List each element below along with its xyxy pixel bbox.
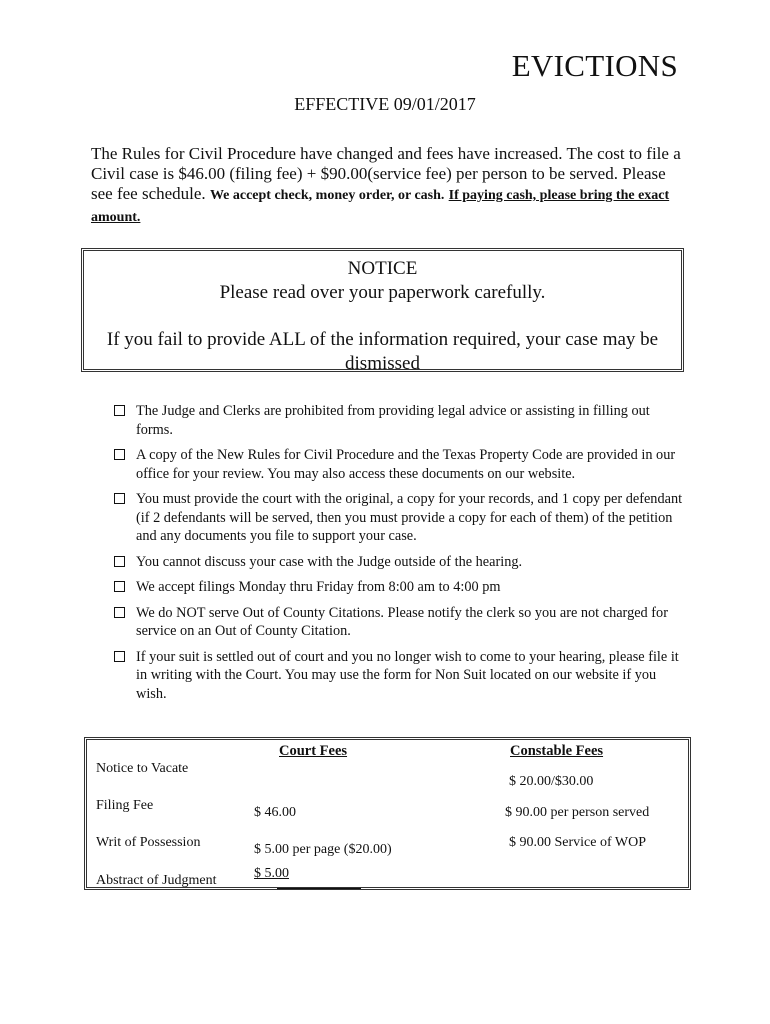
page-title: EVICTIONS bbox=[511, 48, 678, 83]
intro-text: The Rules for Civil Procedure have changed and fees have increased. The cost to file a Civil case is $46.00 (filing fee) + $90.00(service fee) per person to be served. Please see fee schedule. bbox=[91, 144, 681, 203]
constable-fees-header: Constable Fees bbox=[510, 743, 604, 759]
checkbox-icon bbox=[114, 607, 125, 618]
payment-methods: We accept check, money order, or cash. bbox=[209, 188, 445, 203]
list-item bbox=[112, 446, 687, 483]
court-fee: $ 46.00 bbox=[254, 805, 296, 820]
constable-fee: $ 90.00 per person served bbox=[505, 805, 650, 820]
checkbox-icon bbox=[114, 556, 125, 567]
constable-fee: $ 20.00/$30.00 bbox=[509, 774, 594, 789]
checkbox-icon bbox=[114, 493, 125, 504]
intro-paragraph bbox=[91, 144, 687, 228]
list-item bbox=[112, 578, 687, 597]
list-item bbox=[112, 553, 687, 572]
notice-line-2: If you fail to provide ALL of the information required, your case may be dismissed bbox=[106, 329, 659, 374]
rules-checklist bbox=[112, 402, 687, 710]
court-fees-header: Court Fees bbox=[279, 743, 348, 759]
list-item bbox=[112, 648, 687, 704]
notice-line-1: Please read over your paperwork carefully. bbox=[219, 282, 546, 303]
exact-amount-note: If paying cash, please bring the exact amount. bbox=[91, 188, 670, 225]
list-item bbox=[112, 604, 687, 641]
court-fee: $ 5.00 per page ($20.00) bbox=[254, 842, 392, 857]
court-fee: $ 5.00 bbox=[254, 866, 289, 881]
constable-fee: $ 90.00 Service of WOP bbox=[509, 835, 646, 850]
checkbox-icon bbox=[114, 651, 125, 662]
list-item bbox=[112, 490, 687, 546]
list-item-text: We accept filings Monday thru Friday from 8:00 am to 4:00 pm bbox=[136, 579, 501, 595]
list-item-text: If your suit is settled out of court and you no longer wish to come to your hearing, please file it in writing with the Court. You may use the form for Non Suit located on our website if you wish. bbox=[136, 648, 679, 702]
effective-date: EFFECTIVE 09/01/2017 bbox=[294, 94, 476, 114]
notice-heading: NOTICE bbox=[347, 258, 418, 279]
fee-label: Notice to Vacate bbox=[96, 761, 189, 776]
checkbox-icon bbox=[114, 449, 125, 460]
list-item-text: You must provide the court with the original, a copy for your records, and 1 copy per defendant (if 2 defendants will be served, then you must provide a copy for each of them) of the petition and any documents you file to support your case. bbox=[136, 491, 683, 544]
list-item-text: A copy of the New Rules for Civil Procedure and the Texas Property Code are provided in our office for your review. You may also access these documents on our website. bbox=[136, 447, 676, 482]
fee-label: Abstract of Judgment bbox=[96, 873, 217, 888]
list-item-text: We do NOT serve Out of County Citations. Please notify the clerk so you are not charged for service on an Out of County Citation. bbox=[136, 604, 668, 639]
list-item-text: You cannot discuss your case with the Judge outside of the hearing. bbox=[136, 553, 523, 570]
fee-label: Filing Fee bbox=[96, 798, 154, 813]
fee-schedule-table bbox=[84, 737, 691, 890]
divider bbox=[277, 888, 361, 889]
fee-label: Writ of Possession bbox=[96, 835, 201, 850]
list-item bbox=[112, 402, 687, 439]
list-item-text: The Judge and Clerks are prohibited from providing legal advice or assisting in filling out forms. bbox=[136, 403, 650, 438]
checkbox-icon bbox=[114, 581, 125, 592]
checkbox-icon bbox=[114, 405, 125, 416]
notice-box bbox=[81, 248, 684, 372]
